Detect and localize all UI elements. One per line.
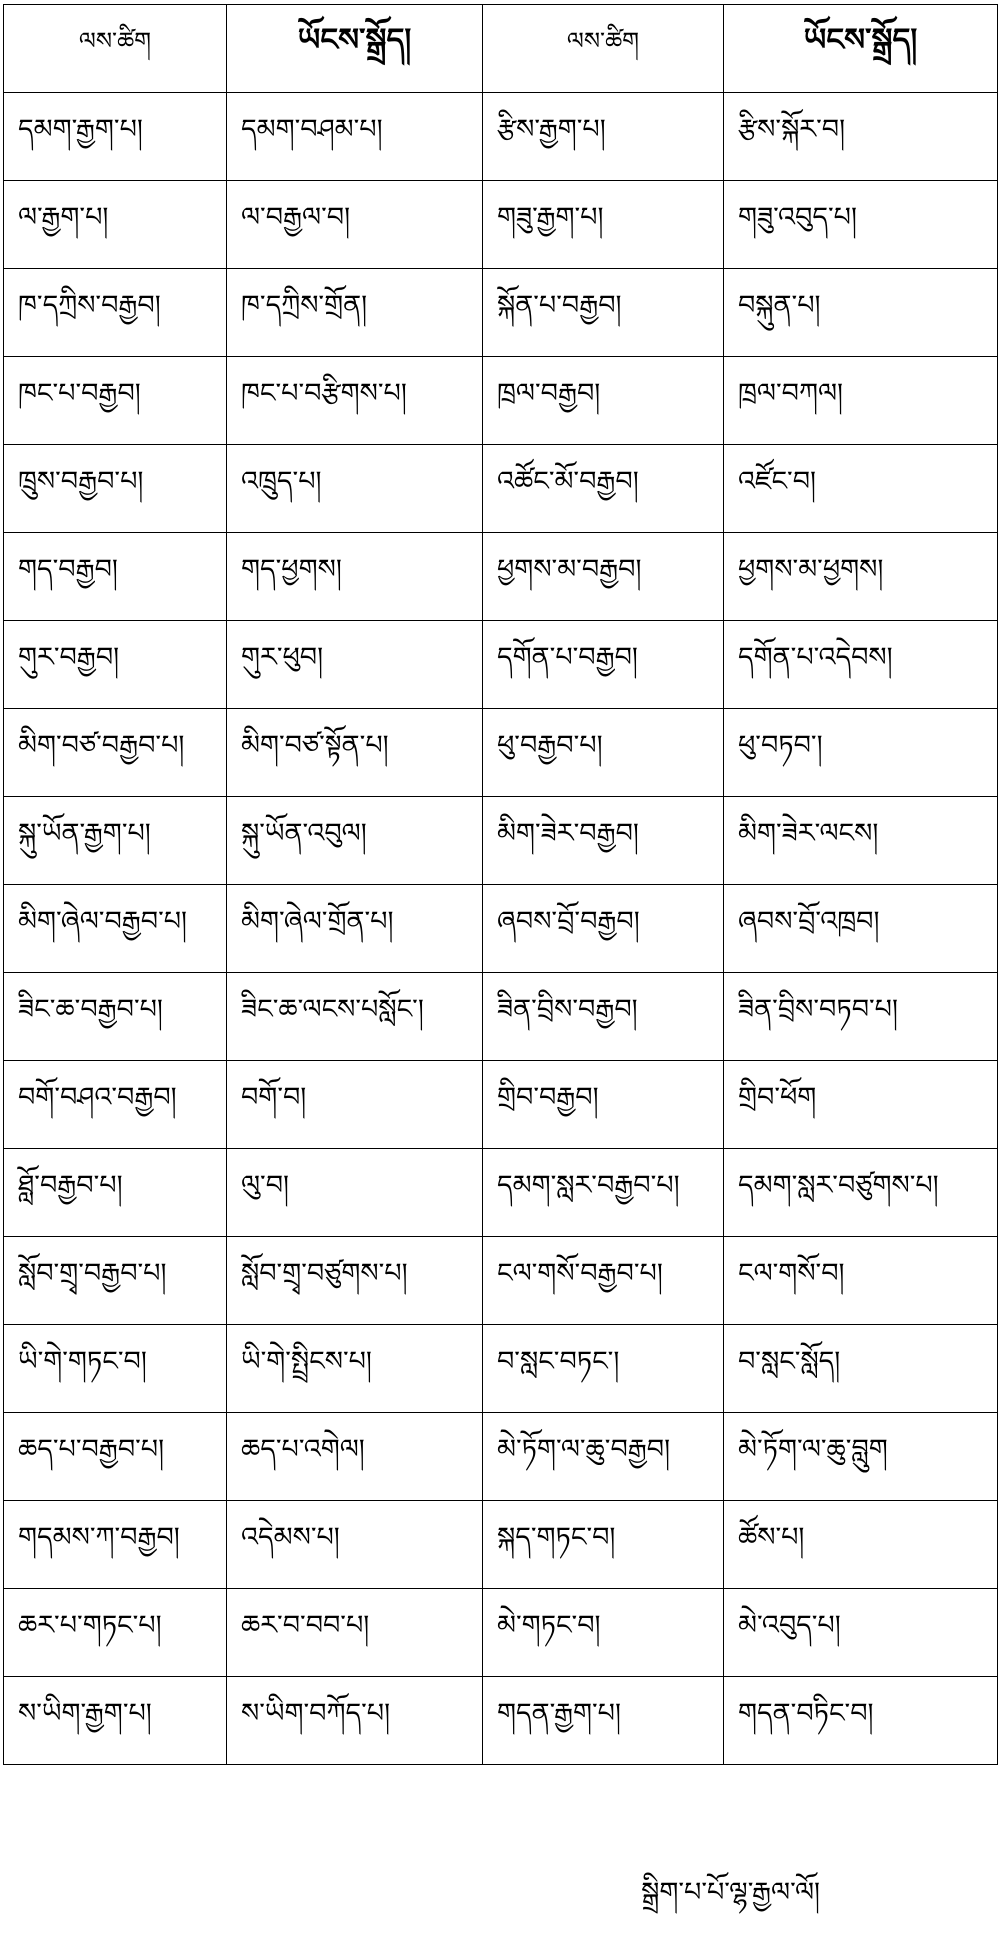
- table-row: [4, 1677, 998, 1765]
- verb-cell-2: འཚོང་མོ་བརྒྱབ།: [483, 445, 724, 533]
- usage-cell-2: འཛོང་བ།: [724, 445, 998, 533]
- usage-cell-2: དམག་སླར་བཙུགས་པ།: [724, 1149, 998, 1237]
- table-row: [4, 445, 998, 533]
- verb-cell-2: ཞབས་བྲོ་བརྒྱབ།: [483, 885, 724, 973]
- usage-cell-1: འདེམས་པ།: [227, 1501, 483, 1589]
- usage-cell-2: མེ་འབུད་པ།: [724, 1589, 998, 1677]
- table-row: [4, 93, 998, 181]
- verb-cell-2: བ་སླང་བཏང་།: [483, 1325, 724, 1413]
- usage-cell-1: གུར་ཕུབ།: [227, 621, 483, 709]
- verb-cell-1: ཟིང་ཆ་བརྒྱབ་པ།: [4, 973, 227, 1061]
- usage-cell-2: དགོན་པ་འདེབས།: [724, 621, 998, 709]
- verb-cell-2: ངལ་གསོ་བརྒྱབ་པ།: [483, 1237, 724, 1325]
- usage-cell-1: མིག་བཙ་སྟོན་པ།: [227, 709, 483, 797]
- usage-cell-1: ཁང་པ་བརྩིགས་པ།: [227, 357, 483, 445]
- verb-cell-2: དམག་སླར་བརྒྱབ་པ།: [483, 1149, 724, 1237]
- usage-cell-1: འཁྲུད་པ།: [227, 445, 483, 533]
- table-row: [4, 1061, 998, 1149]
- usage-cell-2: མེ་ཏོག་ལ་ཆུ་བླུག: [724, 1413, 998, 1501]
- verb-cell-2: སྐད་གཏང་བ།: [483, 1501, 724, 1589]
- usage-cell-2: གཟུ་འབུད་པ།: [724, 181, 998, 269]
- usage-cell-1: ཆད་པ་འགེལ།: [227, 1413, 483, 1501]
- usage-cell-1: ཡི་གེ་སྤྲིངས་པ།: [227, 1325, 483, 1413]
- verb-cell-2: དགོན་པ་བརྒྱབ།: [483, 621, 724, 709]
- usage-cell-2: ཟིན་བྲིས་བཏབ་པ།: [724, 973, 998, 1061]
- usage-cell-1: ཆར་བ་བབ་པ།: [227, 1589, 483, 1677]
- verb-cell-2: རྩིས་རྒྱག་པ།: [483, 93, 724, 181]
- usage-cell-1: བགོ་བ།: [227, 1061, 483, 1149]
- verb-cell-2: མེ་ཏོག་ལ་ཆུ་བརྒྱབ།: [483, 1413, 724, 1501]
- usage-cell-2: གདན་བཏིང་བ།: [724, 1677, 998, 1765]
- verb-cell-1: ཆད་པ་བརྒྱབ་པ།: [4, 1413, 227, 1501]
- usage-cell-2: ཕུ་བཏབ་།: [724, 709, 998, 797]
- verb-cell-2: གདན་རྒྱག་པ།: [483, 1677, 724, 1765]
- table-row: [4, 1149, 998, 1237]
- usage-cell-1: གད་ཕྱགས།: [227, 533, 483, 621]
- verb-cell-2: ཁྲལ་བརྒྱབ།: [483, 357, 724, 445]
- verb-cell-2: ཕྱགས་མ་བརྒྱབ།: [483, 533, 724, 621]
- usage-cell-1: ལུ་བ།: [227, 1149, 483, 1237]
- verb-cell-1: གདམས་ཀ་བརྒྱབ།: [4, 1501, 227, 1589]
- verb-cell-1: སྐུ་ཡོན་རྒྱག་པ།: [4, 797, 227, 885]
- table-row: [4, 1501, 998, 1589]
- verb-cell-2: ཟིན་བྲིས་བརྒྱབ།: [483, 973, 724, 1061]
- header-usage-2: ཡོངས་སྒྲོད།: [724, 5, 998, 93]
- usage-cell-1: སློབ་གྲྭ་བཙུགས་པ།: [227, 1237, 483, 1325]
- table-row: [4, 621, 998, 709]
- table-row: [4, 1589, 998, 1677]
- verb-cell-2: མེ་གཏང་བ།: [483, 1589, 724, 1677]
- verb-cell-1: ཡི་གེ་གཏང་བ།: [4, 1325, 227, 1413]
- header-verb-2: ལས་ཚིག: [483, 5, 724, 93]
- header-usage-1: ཡོངས་སྒྲོད།: [227, 5, 483, 93]
- usage-cell-1: མིག་ཞེལ་གྲོན་པ།: [227, 885, 483, 973]
- usage-cell-2: གྲིབ་ཕོག: [724, 1061, 998, 1149]
- verb-cell-1: བགོ་བཤའ་བརྒྱབ།: [4, 1061, 227, 1149]
- usage-cell-2: བ་སླང་སློད།: [724, 1325, 998, 1413]
- usage-cell-2: ངལ་གསོ་བ།: [724, 1237, 998, 1325]
- verb-cell-1: མིག་ཞེལ་བརྒྱབ་པ།: [4, 885, 227, 973]
- table-row: [4, 181, 998, 269]
- table-row: [4, 885, 998, 973]
- table-row: [4, 973, 998, 1061]
- usage-cell-2: ཕྱགས་མ་ཕྱགས།: [724, 533, 998, 621]
- usage-cell-2: ཚོས་པ།: [724, 1501, 998, 1589]
- header-verb-1: ལས་ཚིག: [4, 5, 227, 93]
- verb-cell-2: མིག་ཟེར་བརྒྱབ།: [483, 797, 724, 885]
- table-row: [4, 269, 998, 357]
- verb-cell-1: དམག་རྒྱག་པ།: [4, 93, 227, 181]
- verb-cell-1: ས་ཡིག་རྒྱག་པ།: [4, 1677, 227, 1765]
- verb-cell-2: གཟུ་རྒྱག་པ།: [483, 181, 724, 269]
- verb-cell-1: ཁང་པ་བརྒྱབ།: [4, 357, 227, 445]
- usage-cell-2: ཞབས་བྲོ་འཁྲབ།: [724, 885, 998, 973]
- table-row: [4, 533, 998, 621]
- usage-cell-1: ཟིང་ཆ་ལངས་པསློང་།: [227, 973, 483, 1061]
- usage-cell-1: ཁ་དཀྲིས་གྲོན།: [227, 269, 483, 357]
- table-row: [4, 1237, 998, 1325]
- usage-cell-2: ཁྲལ་བཀལ།: [724, 357, 998, 445]
- vocabulary-table: [3, 4, 998, 1765]
- table-row: [4, 1413, 998, 1501]
- table-body: [4, 93, 998, 1765]
- verb-cell-1: ཁྲུས་བརྒྱབ་པ།: [4, 445, 227, 533]
- verb-cell-1: ཁ་དཀྲིས་བརྒྱབ།: [4, 269, 227, 357]
- verb-cell-2: སྐོན་པ་བརྒྱབ།: [483, 269, 724, 357]
- usage-cell-1: ལ་བརྒྱལ་བ།: [227, 181, 483, 269]
- usage-cell-2: རྩིས་སྐོར་བ།: [724, 93, 998, 181]
- usage-cell-1: སྐུ་ཡོན་འབུལ།: [227, 797, 483, 885]
- verb-cell-1: ཆར་པ་གཏང་པ།: [4, 1589, 227, 1677]
- verb-cell-1: གུར་བརྒྱབ།: [4, 621, 227, 709]
- table-row: [4, 709, 998, 797]
- usage-cell-2: བསྐུན་པ།: [724, 269, 998, 357]
- verb-cell-2: ཕུ་བརྒྱབ་པ།: [483, 709, 724, 797]
- verb-cell-1: མིག་བཙ་བརྒྱབ་པ།: [4, 709, 227, 797]
- verb-cell-1: གད་བརྒྱབ།: [4, 533, 227, 621]
- compiler-note: སྒྲིག་པ་པོ་ལྷ་རྒྱལ་ལོ།: [641, 1877, 820, 1908]
- header-row: [4, 5, 998, 93]
- verb-cell-1: ཐློ་བརྒྱབ་པ།: [4, 1149, 227, 1237]
- verb-cell-1: ལ་རྒྱག་པ།: [4, 181, 227, 269]
- verb-cell-1: སློབ་གྲྭ་བརྒྱབ་པ།: [4, 1237, 227, 1325]
- verb-cell-2: གྲིབ་བརྒྱབ།: [483, 1061, 724, 1149]
- usage-cell-2: མིག་ཟེར་ལངས།: [724, 797, 998, 885]
- table-row: [4, 1325, 998, 1413]
- table-row: [4, 797, 998, 885]
- usage-cell-1: ས་ཡིག་བཀོད་པ།: [227, 1677, 483, 1765]
- table-header: [4, 5, 998, 93]
- usage-cell-1: དམག་བཤམ་པ།: [227, 93, 483, 181]
- table-row: [4, 357, 998, 445]
